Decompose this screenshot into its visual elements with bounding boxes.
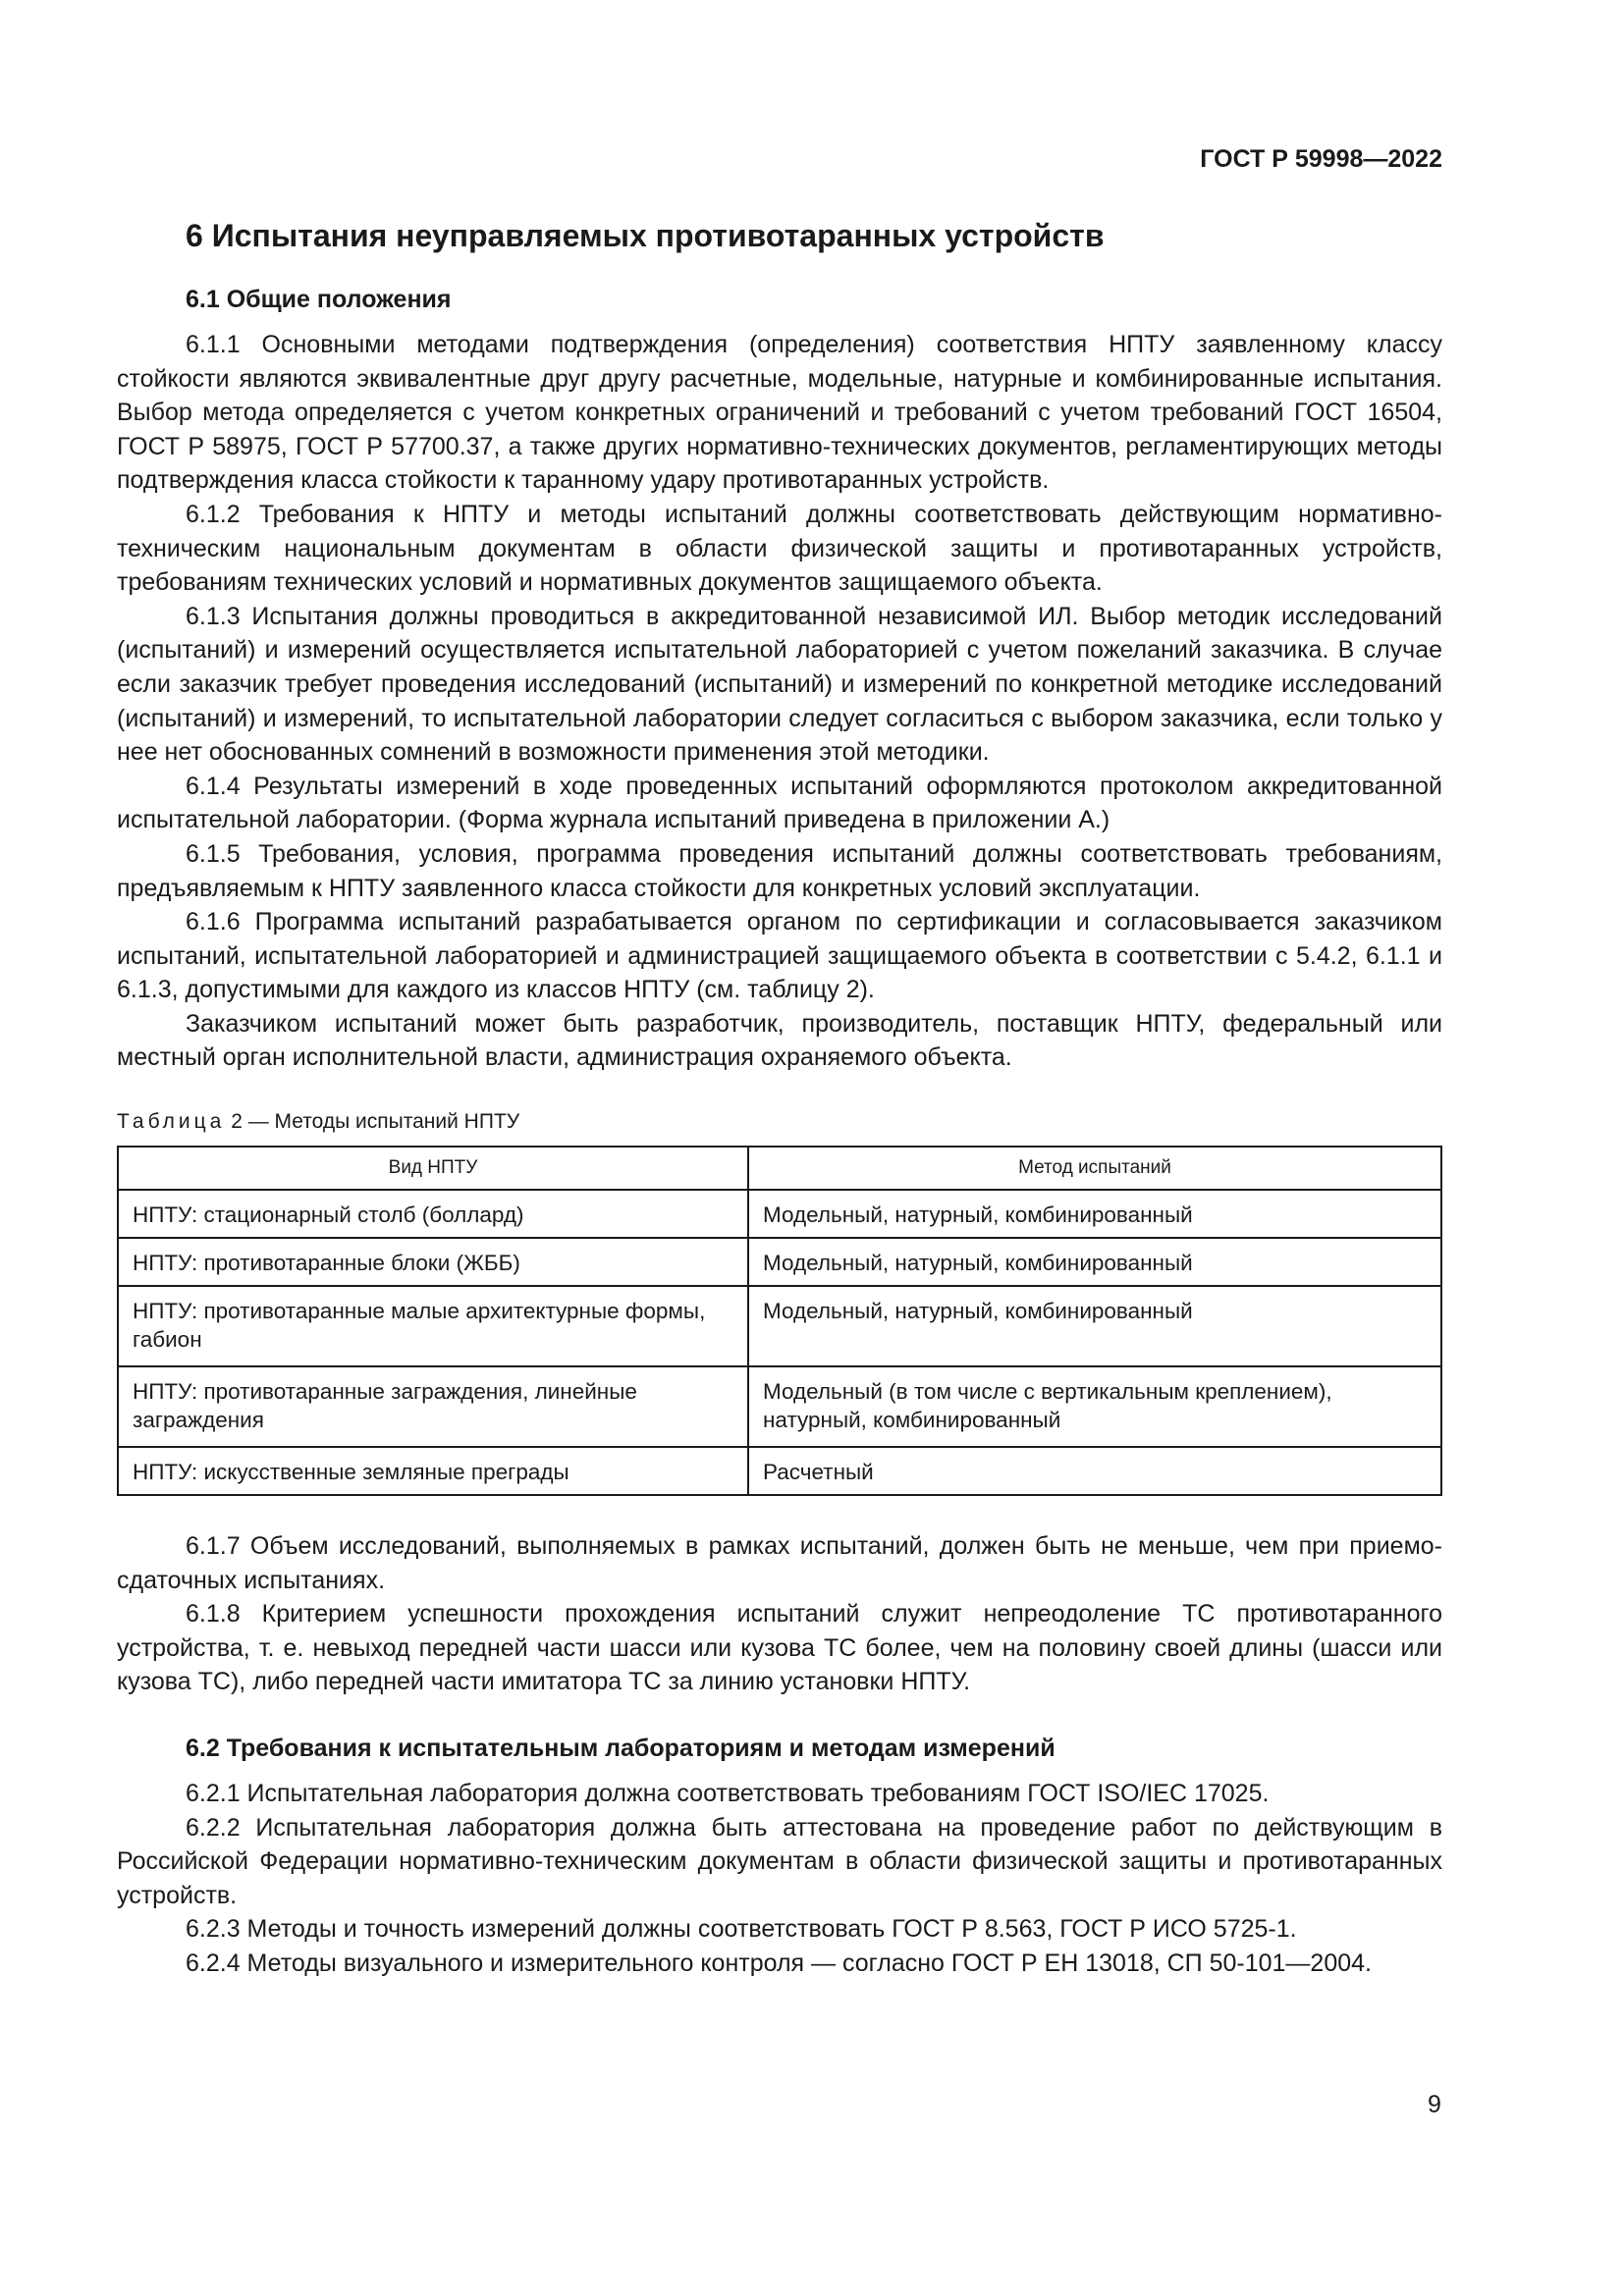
table-caption-text: 2 — Методы испытаний НПТУ: [231, 1110, 520, 1134]
column-header-type: Вид НПТУ: [118, 1147, 748, 1190]
subsection-title-6-2: 6.2 Требования к испытательным лабораториям и методам измерений: [186, 1735, 1056, 1763]
table-cell-method: Модельный, натурный, комбинированный: [748, 1238, 1441, 1286]
paragraph-6-1-3: 6.1.3 Испытания должны проводиться в аккредитованной независимой ИЛ. Выбор методик исследований (испытаний) и измерений осуществляется испытательной лабораторией с учетом пожеланий заказчика. В случае если заказчик требует проведения исследований (испытаний) и измерений по конкретной методике исследований (испытаний) и измерений, то испытательной лаборатории следует согласиться с выбором заказчика, если только у нее нет обоснованных сомнений в возможности применения этой методики.: [117, 602, 1442, 767]
paragraph-6-1-5: 6.1.5 Требования, условия, программа проведения испытаний должны соответствовать требованиям, предъявляемым к НПТУ заявленного класса стойкости для конкретных условий эксплуатации.: [117, 839, 1442, 902]
test-methods-table: [117, 1146, 1442, 1496]
table-cell-type: НПТУ: противотаранные малые архитектурные формы, габион: [118, 1286, 748, 1366]
paragraph-6-2-2: 6.2.2 Испытательная лаборатория должна быть аттестована на проведение работ по действующим в Российской Федерации нормативно-техническим документам в области физической защиты и противотаранных устройств.: [117, 1813, 1442, 1909]
table-cell-type: НПТУ: противотаранные блоки (ЖББ): [118, 1238, 748, 1286]
paragraph-6-2-1: 6.2.1 Испытательная лаборатория должна соответствовать требованиям ГОСТ ISO/IEC 17025.: [186, 1780, 1270, 1808]
table-row: [118, 1366, 1441, 1447]
column-header-method: Метод испытаний: [748, 1147, 1441, 1190]
table-caption-label: Таблица: [117, 1110, 226, 1134]
table-caption: [117, 1110, 1442, 1134]
table-row: [118, 1447, 1441, 1495]
table-row: [118, 1190, 1441, 1238]
table-cell-method: Расчетный: [748, 1447, 1441, 1495]
subsection-title-6-1: 6.1 Общие положения: [186, 286, 452, 313]
page-content: [117, 218, 1442, 1981]
paragraph-customer: Заказчиком испытаний может быть разработчик, производитель, поставщик НПТУ, федеральный или местный орган исполнительной власти, администрация охраняемого объекта.: [117, 1009, 1442, 1072]
page-number: 9: [1428, 2091, 1441, 2118]
table-cell-method: Модельный (в том числе с вертикальным креплением), натурный, комбинированный: [748, 1366, 1441, 1447]
table-row: [118, 1286, 1441, 1366]
paragraph-6-1-8: 6.1.8 Критерием успешности прохождения испытаний служит непреодоление ТС противотаранного устройства, т. е. невыход передней части шасси или кузова ТС более, чем на половину своей длины (шасси или кузова ТС), либо передней части имитатора ТС за линию установки НПТУ.: [117, 1600, 1442, 1696]
table-header-row: [118, 1147, 1441, 1190]
paragraph-6-2-3: 6.2.3 Методы и точность измерений должны соответствовать ГОСТ Р 8.563, ГОСТ Р ИСО 5725-1.: [186, 1915, 1297, 1944]
table-cell-method: Модельный, натурный, комбинированный: [748, 1286, 1441, 1366]
paragraph-6-1-7: 6.1.7 Объем исследований, выполняемых в рамках испытаний, должен быть не меньше, чем при приемо-сдаточных испытаниях.: [117, 1532, 1442, 1594]
table-cell-type: НПТУ: искусственные земляные преграды: [118, 1447, 748, 1495]
document-id-header: ГОСТ Р 59998—2022: [1200, 145, 1442, 173]
section-title: 6 Испытания неуправляемых противотаранных устройств: [186, 218, 1105, 253]
table-row: [118, 1238, 1441, 1286]
paragraph-6-1-2: 6.1.2 Требования к НПТУ и методы испытаний должны соответствовать действующим нормативно-техническим национальным документам в области физической защиты и противотаранных устройств, требованиям технических условий и нормативных документов защищаемого объекта.: [117, 500, 1442, 597]
paragraph-6-1-4: 6.1.4 Результаты измерений в ходе проведенных испытаний оформляются протоколом аккредитованной испытательной лаборатории. (Форма журнала испытаний приведена в приложении А.): [117, 772, 1442, 834]
table-cell-type: НПТУ: противотаранные заграждения, линейные заграждения: [118, 1366, 748, 1447]
table-cell-type: НПТУ: стационарный столб (боллард): [118, 1190, 748, 1238]
paragraph-6-1-1: 6.1.1 Основными методами подтверждения (определения) соответствия НПТУ заявленному классу стойкости являются эквивалентные друг другу расчетные, модельные, натурные и комбинированные испытания. Выбор метода определяется с учетом конкретных ограничений и требований с учетом требований ГОСТ 16504, ГОСТ Р 58975, ГОСТ Р 57700.37, а также других нормативно-технических документов, регламентирующих методы подтверждения класса стойкости к таранному удару противотаранных устройств.: [117, 331, 1442, 495]
paragraph-6-2-4: 6.2.4 Методы визуального и измерительного контроля — согласно ГОСТ Р ЕН 13018, СП 50-101—2004.: [186, 1949, 1372, 1977]
paragraph-6-1-6: 6.1.6 Программа испытаний разрабатывается органом по сертификации и согласовывается заказчиком испытаний, испытательной лабораторией и администрацией защищаемого объекта в соответствии с 5.4.2, 6.1.1 и 6.1.3, допустимыми для каждого из классов НПТУ (см. таблицу 2).: [117, 908, 1442, 1004]
table-cell-method: Модельный, натурный, комбинированный: [748, 1190, 1441, 1238]
